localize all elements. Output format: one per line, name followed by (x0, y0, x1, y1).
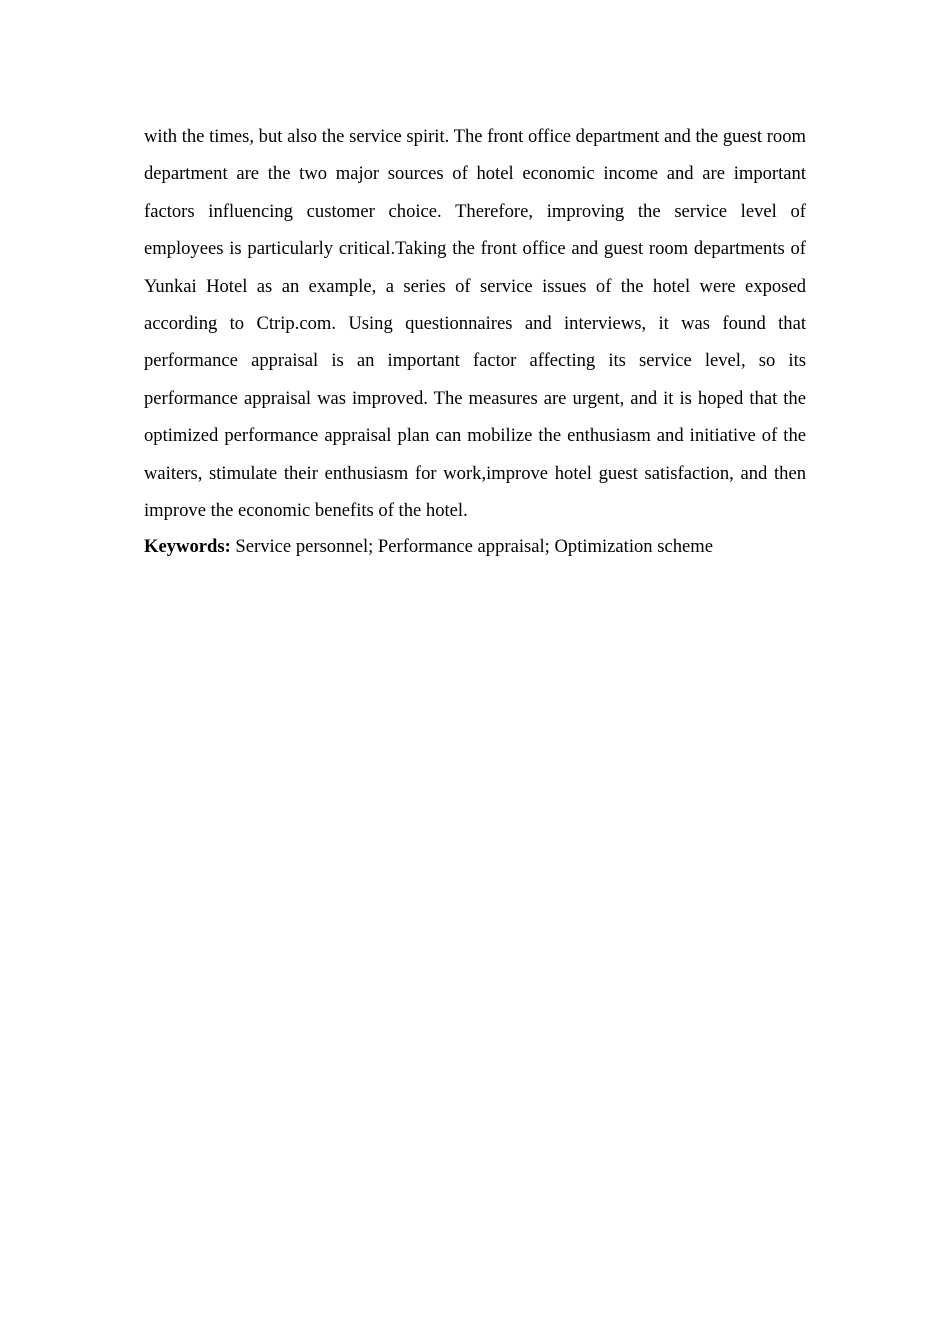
abstract-paragraph: with the times, but also the service spirit. The front office department and the guest room department are the two major sources of hotel economic income and are important factors influencing customer choice. Therefore, improving the service level of employees is particularly critical.Taking the front office and guest room departments of Yunkai Hotel as an example, a series of service issues of the hotel were exposed according to Ctrip.com. Using questionnaires and interviews, it was found that performance appraisal is an important factor affecting its service level, so its performance appraisal was improved. The measures are urgent, and it is hoped that the optimized performance appraisal plan can mobilize the enthusiasm and initiative of the waiters, stimulate their enthusiasm for work,improve hotel guest satisfaction, and then improve the economic benefits of the hotel. (144, 126, 806, 522)
keywords-line (144, 529, 806, 565)
keywords-label: Keywords: (144, 536, 231, 558)
abstract-section (144, 118, 806, 565)
keywords-value: Service personnel; Performance appraisal; Optimization scheme (235, 536, 714, 558)
